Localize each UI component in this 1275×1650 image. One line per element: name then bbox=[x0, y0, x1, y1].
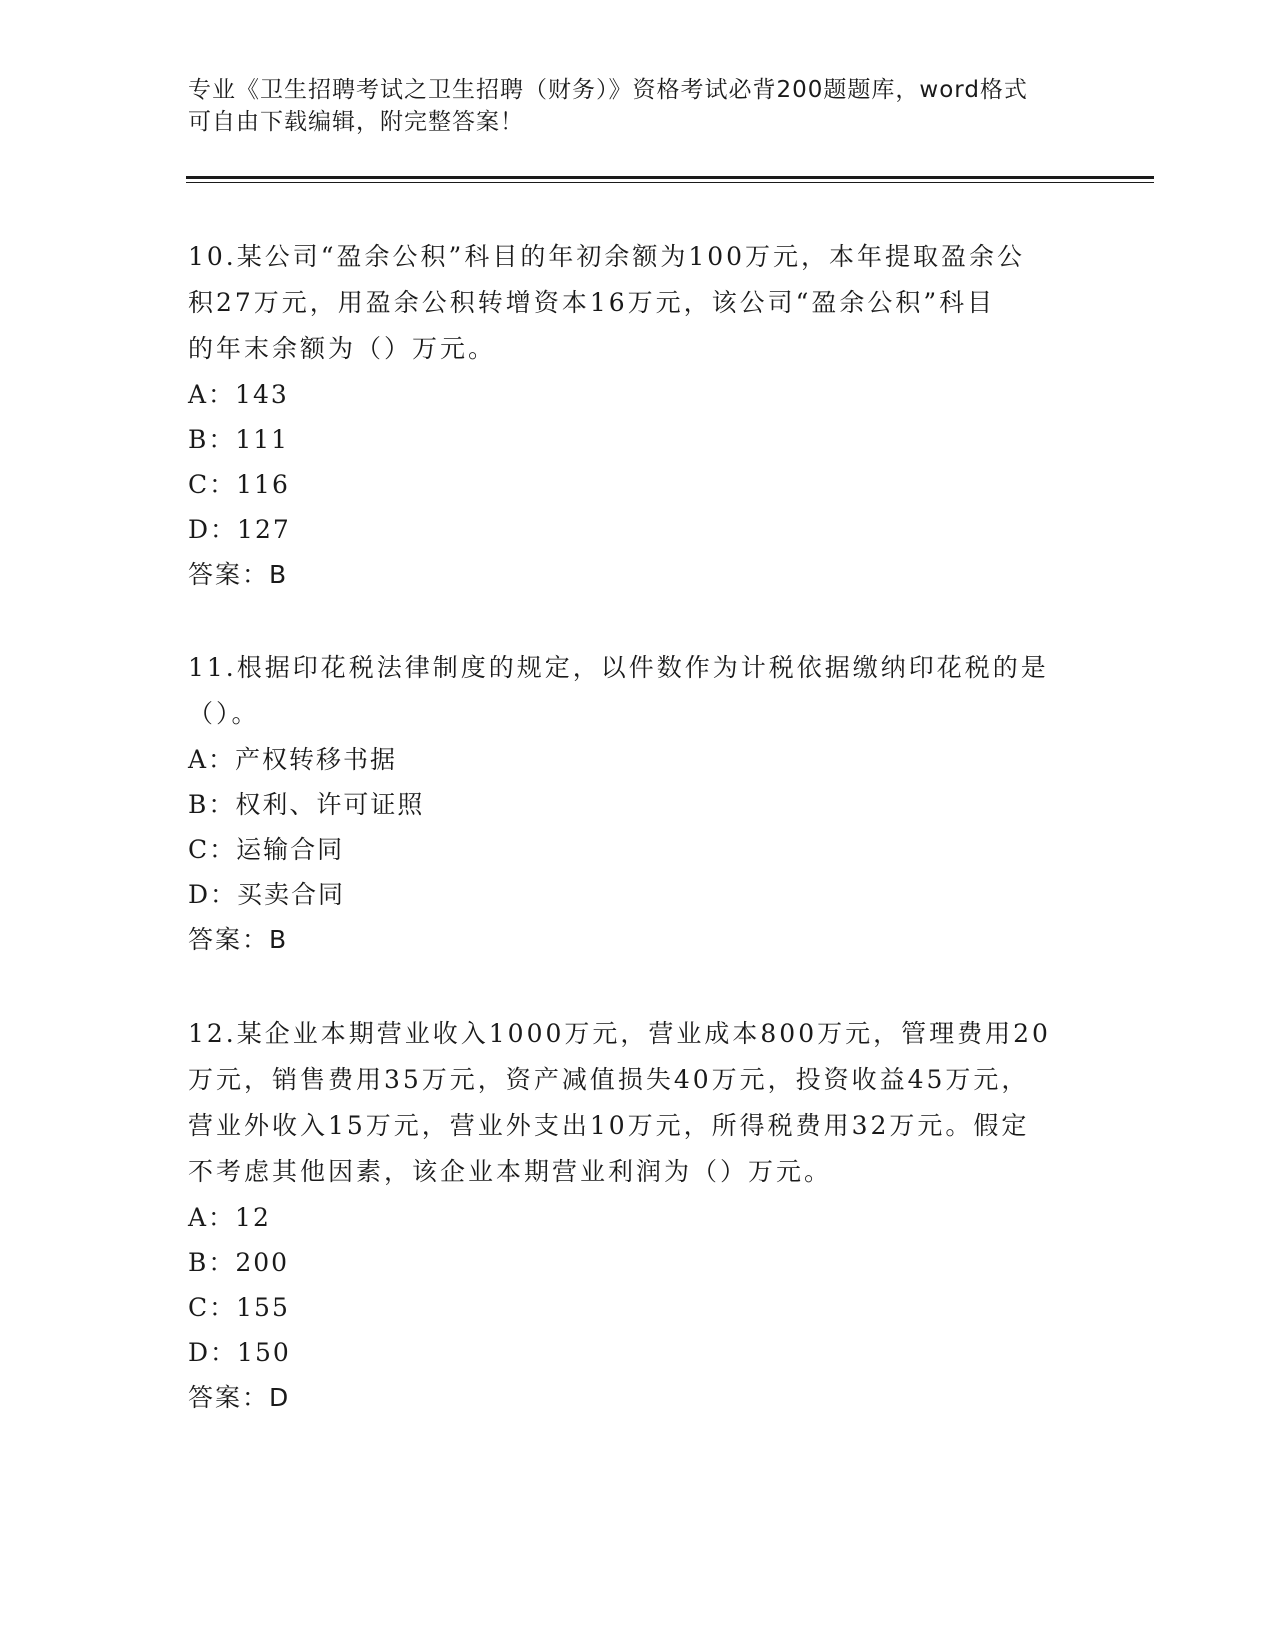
option-d: D：买卖合同 bbox=[188, 880, 346, 909]
option-a: A：产权转移书据 bbox=[188, 745, 398, 774]
question-stem-line: 不考虑其他因素，该企业本期营业利润为（）万元。 bbox=[188, 1157, 833, 1186]
option-b: B：200 bbox=[188, 1248, 290, 1277]
header-line-1: 专业《卫生招聘考试之卫生招聘（财务）》资格考试必背200题题库，word格式 bbox=[188, 77, 1028, 103]
question-stem-line: 万元，销售费用35万元，资产减值损失40万元，投资收益45万元， bbox=[188, 1065, 1030, 1094]
option-d: D：150 bbox=[188, 1338, 291, 1367]
question-10 bbox=[188, 234, 1088, 598]
question-stem-line: 营业外收入15万元，营业外支出10万元，所得税费用32万元。假定 bbox=[188, 1111, 1030, 1140]
answer: 答案：B bbox=[188, 925, 289, 954]
option-d: D：127 bbox=[188, 515, 291, 544]
header-rule-thin bbox=[186, 182, 1154, 183]
option-a: A：143 bbox=[188, 380, 289, 409]
option-a: A：12 bbox=[188, 1203, 271, 1232]
option-c: C：运输合同 bbox=[188, 835, 345, 864]
question-stem-line: （）。 bbox=[188, 699, 260, 728]
question-11 bbox=[188, 645, 1088, 963]
header-line-2: 可自由下载编辑，附完整答案！ bbox=[188, 109, 524, 135]
document-header bbox=[188, 74, 1078, 138]
option-b: B：111 bbox=[188, 425, 290, 454]
header-rule-thick bbox=[186, 176, 1154, 179]
question-12 bbox=[188, 1011, 1088, 1421]
question-stem-line: 积27万元，用盈余公积转增资本16万元，该公司“盈余公积”科目 bbox=[188, 288, 996, 317]
question-stem-line: 10.某公司“盈余公积”科目的年初余额为100万元，本年提取盈余公 bbox=[188, 242, 1026, 271]
answer: 答案：D bbox=[188, 1383, 291, 1412]
option-c: C：155 bbox=[188, 1293, 290, 1322]
question-stem-line: 的年末余额为（）万元。 bbox=[188, 334, 497, 363]
question-stem-line: 12.某企业本期营业收入1000万元，营业成本800万元，管理费用20 bbox=[188, 1019, 1051, 1048]
question-stem-line: 11.根据印花税法律制度的规定，以件数作为计税依据缴纳印花税的是 bbox=[188, 653, 1049, 682]
option-b: B：权利、许可证照 bbox=[188, 790, 425, 819]
answer: 答案：B bbox=[188, 560, 289, 589]
option-c: C：116 bbox=[188, 470, 290, 499]
